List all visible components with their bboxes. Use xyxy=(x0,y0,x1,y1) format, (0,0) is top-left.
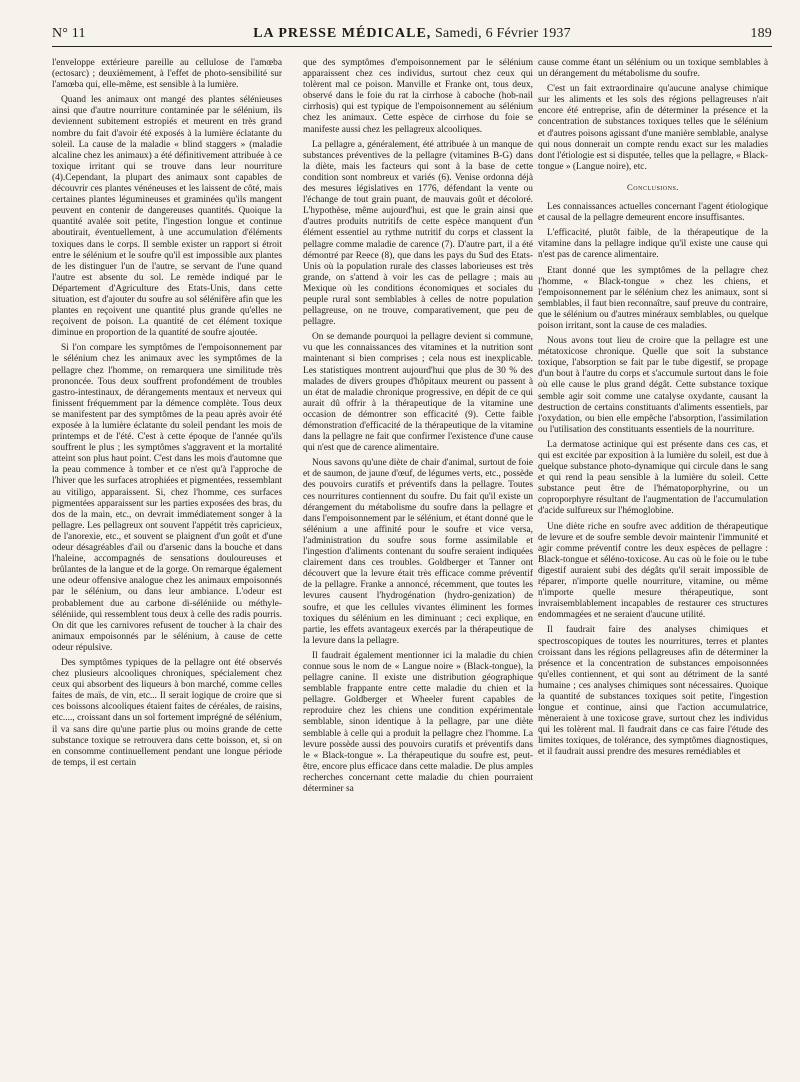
section-heading-conclusions: Conclusions. xyxy=(627,181,679,192)
text-column-2 xyxy=(303,58,533,1068)
paragraph: Etant donné que les symptômes de la pellagre chez l'homme, « Black-tongue » chez les chiens, et l'empoisonnement par le sélénium chez les animaux, sont si semblables, il faut bien reconnaître, sauf preuve du contraire, que le sélénium ou d'autres minéraux semblables, ou quelque poison irritant, sont la cause de ces maladies. xyxy=(538,265,768,331)
journal-name: LA PRESSE MÉDICALE, xyxy=(253,26,432,41)
paragraph: cause comme étant un sélénium ou un toxique semblables à un dérangement du métabolisme du soufre. xyxy=(538,58,768,80)
paragraph: Il faudrait également mentionner ici la maladie du chien connue sous le nom de « Langue noire » (Black-tongue), la pellagre canine. Il existe une distribution géographique semblable frappante entre cette maladie du chien et la pellagre. Goldberger et Wheeler furent capables de reproduire chez les chiens une condition expérimentale semblable, sinon identique à la pellagre, par une diète semblable à celle qui a produit la pellagre chez l'homme. La levure possède aussi des pouvoirs curatifs et préventifs dans le « Black-tongue ». La thérapeutique du soufre est, peut-être, encore plus efficace dans cette maladie. De plus amples recherches concernant cette maladie du chien pourraient déterminer sa xyxy=(303,650,533,794)
text-column-3 xyxy=(538,58,768,1068)
issue-number: N° 11 xyxy=(52,26,86,41)
paragraph: que des symptômes d'empoisonnement par le sélénium apparaissent chez ces individus, surtout chez ceux qui tolèrent mal ce poison. Manville et Franke ont, tous deux, observé dans le foie du rat la cirrhose à caboche (hob-nail cirrhosis) qui est typique de l'empoisonnement au sélénium chez les animaux. Cette espèce de cirrhose du foie se manifeste aussi chez les pellagreux alcooliques. xyxy=(303,58,533,135)
page-number: 189 xyxy=(750,26,772,41)
paragraph: La dermatose actinique qui est présente dans ces cas, et qui est excitée par exposition à la lumière du soleil, est due à quelque substance photo-dynamique qui circule dans le sang et qui rend la peau sensible à la lumière du soleil. Cette substance peut être de l'hématoporphyrine, ou un coproporphyre résultant de l'augmentation de l'accumulation d'acide sulfureux sur l'hémoglobine. xyxy=(538,439,768,517)
paragraph: l'enveloppe extérieure pareille au cellulose de l'amœba (ectosarc) ; deuxièmement, à l'effet de photo-sensibilité sur l'amœba qui, elle-même, est sensible à la lumière. xyxy=(52,58,282,91)
paragraph: La pellagre a, généralement, été attribuée à un manque de substances préventives de la pellagre (vitamines B-G) dans la diète, mais les facteurs qui sont à la base de cette condition sont nombreux et variés (6). Venise ordonna déjà des mesures législatives en 1776, défendant la vente ou l'échange de tout grain puant, de mauvais goût et décoloré. L'hypothèse, même aujourd'hui, est que le grain ainsi que d'autres produits nutritifs de cette espèce manquent d'un élément essentiel au rythme nutritif du corps et classent la pellagre comme maladie de carence (7). D'autre part, il a été démontré par Reece (8), que dans les pays du Sud des Etats-Unis où la population rurale des classes laborieuses est très grande, on s'attend à voir les cas de pellagre ; mais au Mexique où les conditions économiques et sociales du peuple rural sont semblables à celles de notre population pellagreuse, on ne trouve, comparativement, que peu de pellagre. xyxy=(303,139,533,328)
journal-title-line xyxy=(52,26,772,42)
paragraph: Les connaissances actuelles concernant l'agent étiologique et causal de la pellagre demeurent encore insuffisantes. xyxy=(538,202,768,224)
paragraph: Si l'on compare les symptômes de l'empoisonnement par le sélénium chez les animaux avec les symptômes de la pellagre chez l'homme, on remarquera une similitude très prononcée. Tous deux souffrent profondément de troubles gastro-intestinaux, de dérangements mentaux et nerveux qui finissent fréquemment par la démence complète. Tous deux se manifestent par des symptômes de la peau après avoir été exposée à la lumière éclatante du soleil pendant les mois de printemps et de l'été. C'est à cette époque de l'année qu'ils souffrent le plus ; les symptômes s'aggravent et la mortalité atteint son plus haut point. C'est dans les mois d'automne que la peau commence à tomber et ce n'est qu'à l'approche de l'hiver que les surfaces atrophiées et pigmentées, ressemblant au vitiligo, apparaissent. Si, chez l'homme, ces surfaces pigmentées apparaissent sur les parties exposées des bras, du dos de la main, etc., on devrait immédiatement songer à la pellagre. Les pellagreux ont souvent l'appétit très capricieux, de l'anorexie, etc., et souvent se plaignent d'un goût et d'une odeur désagréables d'ail ou d'arsenic dans la bouche et dans l'haleine, accompagnés de sensations douloureuses et brûlantes de la langue et de la gorge. On remarque également une odeur offensive analogue chez les animaux empoisonnés par le sélénium, ou dans leur ambiance. L'odeur est probablement due au carbone di-séléniide ou méthyle-séléniide, qui ressemblent tous deux à celle des radis pourris. On dit que les carnivores refusent de toucher à la chair des animaux empoisonnés par le sélénium, à cause de cette odeur répulsive. xyxy=(52,343,282,653)
issue-date: Samedi, 6 Février 1937 xyxy=(434,26,571,41)
paragraph: Une diète riche en soufre avec addition de thérapeutique de levure et de soufre semble devoir maintenir l'immunité et agir comme préventif contre les deux espèces de pellagre : Black-tongue et séléno-toxicose. Au cas où le foie ou le tube digestif auraient subi des dégâts qu'il serait impossible de réparer, n'importe quelle nourriture, vitamine, ou même n'importe quelle mesure thérapeutique, sont invraisemblablement incapables de restaurer ces structures endommagées et ne seraient d'aucune utilité. xyxy=(538,521,768,621)
running-header xyxy=(52,22,772,46)
paragraph: Nous savons qu'une diète de chair d'animal, surtout de foie et de saumon, de jaune d'œuf, de légumes verts, etc., possède des pouvoirs curatifs et préventifs dans la pellagre. Toutes ces nourritures contiennent du soufre. Du fait qu'il existe un dérangement du métabolisme du soufre dans la pellagre et dans l'empoisonnement par le sélénium, et étant donné que le sélénium a une affinité pour le soufre et vice versa, l'administration du soufre sous forme assimilable et l'ingestion d'aliments contenant du soufre seraient indiquées clairement dans ces troubles. Goldberger et Tanner ont découvert que la levure était très efficace comme préventif de la pellagre. Franke a annoncé, récemment, que toutes les levures causent l'hydrogénation (hydro-genization) de soufre, et que les cellules vivantes éliminent les formes toxiques du sélénium en les diminuant ; ceci explique, en partie, les effets avantageux exercés par la thérapeutique de la levure dans la pellagre. xyxy=(303,458,533,646)
paragraph: Il faudrait faire des analyses chimiques et spectroscopiques de toutes les nourritures, terres et plantes croissant dans les régions pellagreuses afin de déterminer la présence et la concentration de substances empoisonnées qu'elles contiennent, et qui sont au détriment de la santé humaine ; ces analyses chimiques sont nécessaires. Quoique la quantité de substances toxiques soit petite, l'ingestion longue et continue, ainsi que l'action accumulatrice, mèneraient à une toxicose grave, surtout chez les individus qui les tolèrent mal. Il faudrait dans ce cas faire l'étude des limites toxiques, de tolérance, des symptômes diagnostiques, et il faudrait aussi prendre des mesures remédiables et xyxy=(538,625,768,758)
header-rule xyxy=(52,46,772,47)
paragraph: L'efficacité, plutôt faible, de la thérapeutique de la vitamine dans la pellagre indique qu'il existe une cause qui n'est pas de carence alimentaire. xyxy=(538,228,768,261)
paragraph: Nous avons tout lieu de croire que la pellagre est une métatoxicose chronique. Quelle que soit la substance toxique, l'absorption se fait par le tube digestif, se propage d'un bout à l'autre du corps et s'accumule surtout dans le foie où elle cause le plus grand dégât. Cette substance toxique semble agir soit comme une catalyse oxydante, causant la destruction de certains constituants d'aliments essentiels, par l'oxydation, ou bien elle empêche l'absorption, l'assimilation ou l'utilisation des constituants essentiels de la nourriture. xyxy=(538,336,768,435)
paragraph: On se demande pourquoi la pellagre devient si commune, vu que les connaissances des vitamines et la nutrition sont maintenant si bien comprises ; cela nous est inexplicable. Les statistiques montrent aujourd'hui que plus de 30 % des malades de divers groupes d'hôpitaux meurent ou passent à un état de maladie chronique progressive, en dépit de ce qui aurait dû offrir à la thérapeutique de la vitamine une occasion de démontrer son efficacité (9). Cette faible démonstration d'efficacité de la thérapeutique de la vitamine dans la pellagre ne fait que confirmer l'existence d'une cause qui n'est que de carence alimentaire. xyxy=(303,332,533,454)
text-column-1 xyxy=(52,58,282,1068)
paragraph: C'est un fait extraordinaire qu'aucune analyse chimique sur les aliments et les sols des régions pellagreuses n'ait encore été entreprise, afin de déterminer la présence et la concentration de substances toxiques telles que le sélénium et d'autres poisons agissant d'une manière semblable, analyse qui nous donnerait un compte rendu exact sur les maladies dont l'étiologie est si disputée, telles que la pellagre, « Black-tongue » (Langue noire), etc. xyxy=(538,84,768,172)
paragraph: Des symptômes typiques de la pellagre ont été observés chez plusieurs alcooliques chroniques, spécialement chez ceux qui absorbent des liqueurs à bon marché, comme celles faites de maïs, de vin, etc... Il serait logique de croire que si ces boissons alcooliques étaient faites de céréales, de raisins, etc...., croissant dans un sol fortement imprégné de sélénium, il va sans dire qu'une partie plus ou moins grande de cette substance toxique se retrouvera dans cette boisson, et, si on en consomme continuellement pendant une longue période de temps, il est certain xyxy=(52,657,282,768)
paragraph: Quand les animaux ont mangé des plantes sélénieuses ainsi que d'autre nourriture contaminée par le sélénium, ils deviennent subitement estropiés et meurent en très grand nombre du fait d'avoir été exposés à la lumière éclatante du soleil. La cause de la maladie « blind staggers » (maladie alcaline chez les animaux) a été définitivement attribuée à ce toxique irritant qui se trouve dans leur nourriture (4).Cependant, la plupart des animaux sont capables de découvrir ces plantes vénéneuses et les laissent de côté, mais certaines plantes légumineuses et graminées qu'ils mangent peuvent en contenir de dangereuses quantités. Quoique la quantité avalée soit petite, l'ingestion longue et continue aboutirait, éventuellement, à une accumulation d'éléments toxiques dans le corps. Il semble exister un rapport si étroit entre le sélénium et le soufre qu'il est impossible aux plantes de les distinguer l'un de l'autre, se servant de l'une quand l'autre est absente du sol. Le remède indiqué par le Département d'Agriculture des Etats-Unis, dans cette situation, est d'ajouter du soufre au sol sélénifère afin que les plantes en reçoivent une quantité plus grande qu'elles ne reçoivent de poison. La quantité de cet élément toxique diminue en proportion de la quantité de soufre ajoutée. xyxy=(52,95,282,339)
